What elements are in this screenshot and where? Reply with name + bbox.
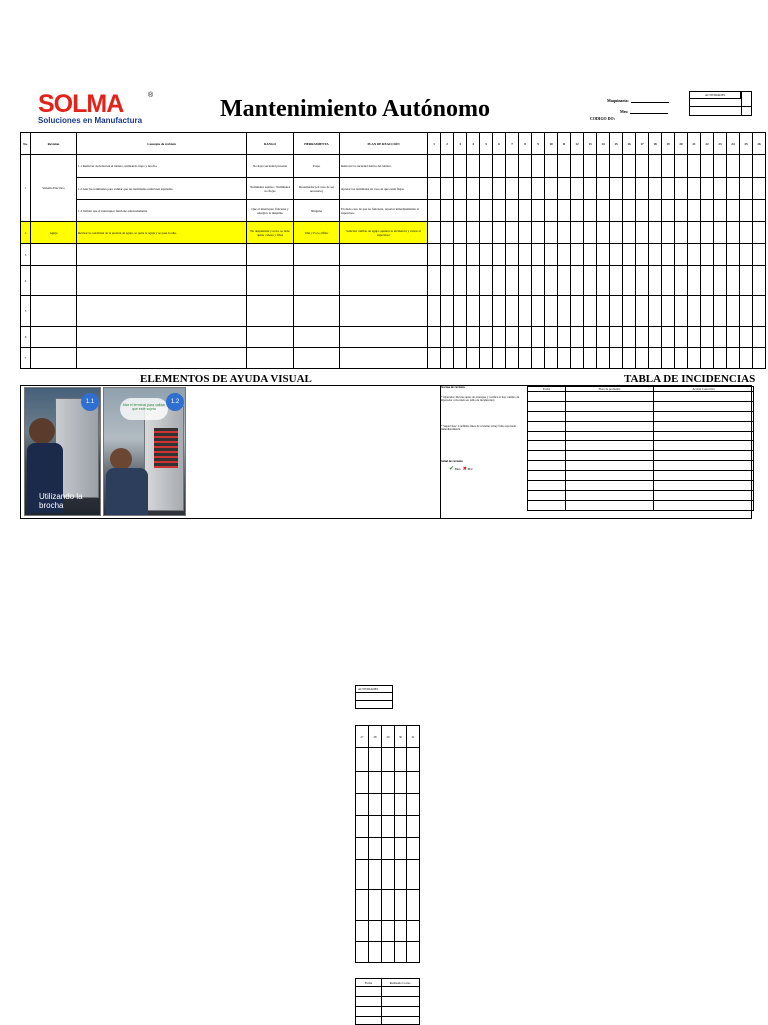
- check-cell[interactable]: [441, 200, 454, 222]
- check-cell[interactable]: [662, 200, 675, 222]
- incidents-title: TABLA DE INCIDENCIAS: [624, 373, 756, 385]
- check-cell[interactable]: [407, 772, 420, 794]
- day-header: 18: [649, 133, 662, 155]
- check-cell[interactable]: [701, 222, 714, 244]
- incid-row[interactable]: [528, 451, 754, 461]
- check-cell[interactable]: [714, 200, 727, 222]
- check-cell[interactable]: [467, 200, 480, 222]
- day-header: 2: [441, 133, 454, 155]
- check-cell[interactable]: [356, 748, 369, 772]
- note-operator: * Operador: Revisa antes de arranque y verifica si hay cambio de Operador colocando en tabla de incidencias): [441, 394, 520, 403]
- check-cell[interactable]: [506, 200, 519, 222]
- day-header: 11: [558, 133, 571, 155]
- checklist-table: [20, 132, 766, 369]
- check-cell[interactable]: [395, 794, 407, 816]
- maquinaria-label: Maquinaria:: [607, 98, 629, 103]
- col-header-herramienta: HERRAMIENTA: [294, 133, 340, 155]
- ok-label: Bien: [454, 466, 461, 471]
- incid-row[interactable]: [528, 411, 754, 421]
- check-cell[interactable]: [675, 155, 688, 178]
- day-header: 16: [623, 133, 636, 155]
- row-herramienta: Uña y Foco alfiler: [294, 222, 340, 244]
- check-cell[interactable]: [506, 178, 519, 200]
- check-cell[interactable]: [428, 200, 441, 222]
- check-icon: ✔: [449, 465, 455, 472]
- overflow-box-label: ACTIVIDADES: [356, 686, 392, 693]
- overflow-row[interactable]: [356, 1017, 420, 1025]
- check-cell[interactable]: [688, 200, 701, 222]
- signal-title: Señal de revisión: [441, 458, 463, 463]
- check-cell[interactable]: [441, 155, 454, 178]
- check-cell[interactable]: [558, 155, 571, 178]
- check-cell[interactable]: [584, 155, 597, 178]
- check-cell[interactable]: [506, 222, 519, 244]
- check-cell[interactable]: [675, 200, 688, 222]
- day-header: 7: [506, 133, 519, 155]
- check-cell[interactable]: [688, 178, 701, 200]
- col-header-revision: Revisión: [31, 133, 77, 155]
- incid-col-fecha: Fecha: [528, 387, 566, 392]
- day-header: 5: [480, 133, 493, 155]
- check-cell[interactable]: [369, 838, 382, 860]
- check-cell[interactable]: [356, 772, 369, 794]
- check-cell[interactable]: [454, 200, 467, 222]
- check-cell[interactable]: [382, 794, 395, 816]
- incid-row[interactable]: [528, 500, 754, 510]
- photo-caption-1: Utilizando la brocha: [39, 492, 83, 510]
- day-header: 20: [675, 133, 688, 155]
- page-title: Mantenimiento Autónomo: [220, 96, 490, 122]
- table-row: [21, 200, 766, 222]
- check-cell[interactable]: [356, 794, 369, 816]
- check-cell[interactable]: [610, 222, 623, 244]
- incid-row[interactable]: [528, 481, 754, 491]
- check-cell[interactable]: [407, 838, 420, 860]
- check-cell[interactable]: [493, 222, 506, 244]
- check-cell[interactable]: [662, 222, 675, 244]
- check-cell[interactable]: [727, 178, 740, 200]
- check-cell[interactable]: [662, 155, 675, 178]
- incid-row[interactable]: [528, 392, 754, 402]
- check-cell[interactable]: [467, 178, 480, 200]
- day-header: 6: [493, 133, 506, 155]
- day-header: 23: [714, 133, 727, 155]
- check-cell[interactable]: [610, 178, 623, 200]
- check-cell[interactable]: [558, 200, 571, 222]
- check-cell[interactable]: [558, 222, 571, 244]
- check-cell[interactable]: [584, 222, 597, 244]
- company-logo: [38, 92, 158, 128]
- table-row-empty: [21, 348, 766, 369]
- check-cell[interactable]: [467, 155, 480, 178]
- check-cell[interactable]: [545, 155, 558, 178]
- row-rango: No despuntada y recta, se debe quitar cabeza y fibra: [247, 222, 294, 244]
- incid-row[interactable]: [528, 461, 754, 471]
- badge-1-2: 1.2: [166, 393, 184, 411]
- row-no: 2: [21, 222, 31, 244]
- table-row-empty: [21, 327, 766, 348]
- mes-field[interactable]: [620, 109, 668, 114]
- col-header-plan: PLAN DE REACCIÓN: [340, 133, 428, 155]
- row-rango: Que el interruptor funcione y energice la máquina: [247, 200, 294, 222]
- check-cell[interactable]: [714, 155, 727, 178]
- row-plan: En dado caso de que no funcione, reportar inmediatamente al supervisor.: [340, 200, 428, 222]
- day-header: 13: [584, 133, 597, 155]
- check-cell[interactable]: [382, 816, 395, 838]
- check-cell[interactable]: [740, 155, 753, 178]
- col-header-concepto: Concepto de revisión: [77, 133, 247, 155]
- check-cell[interactable]: [407, 794, 420, 816]
- table-row-empty: [21, 296, 766, 327]
- day-header: 24: [727, 133, 740, 155]
- check-cell[interactable]: [428, 178, 441, 200]
- check-cell[interactable]: [571, 200, 584, 222]
- check-cell[interactable]: [714, 178, 727, 200]
- check-cell[interactable]: [441, 222, 454, 244]
- day-header: 10: [545, 133, 558, 155]
- check-cell[interactable]: [532, 155, 545, 178]
- check-cell[interactable]: [480, 155, 493, 178]
- check-cell[interactable]: [454, 178, 467, 200]
- incid-row[interactable]: [528, 421, 754, 431]
- check-cell[interactable]: [369, 748, 382, 772]
- check-cell[interactable]: [480, 200, 493, 222]
- check-cell[interactable]: [623, 155, 636, 178]
- check-cell[interactable]: [584, 200, 597, 222]
- check-cell[interactable]: [395, 816, 407, 838]
- check-cell[interactable]: [382, 748, 395, 772]
- check-cell[interactable]: [454, 222, 467, 244]
- check-cell[interactable]: [519, 178, 532, 200]
- day-header: 31: [407, 726, 420, 748]
- day-header: 22: [701, 133, 714, 155]
- maquinaria-field[interactable]: [607, 98, 669, 103]
- check-cell[interactable]: [519, 155, 532, 178]
- row-rango: No haya suciedad presente: [247, 155, 294, 178]
- check-cell[interactable]: [480, 222, 493, 244]
- check-cell[interactable]: [714, 222, 727, 244]
- check-cell[interactable]: [480, 178, 493, 200]
- check-cell[interactable]: [545, 200, 558, 222]
- check-cell[interactable]: [753, 178, 766, 200]
- check-cell[interactable]: [571, 155, 584, 178]
- check-cell[interactable]: [428, 155, 441, 178]
- col-header-rango: RANGO: [247, 133, 294, 155]
- check-cell[interactable]: [369, 816, 382, 838]
- check-cell[interactable]: [584, 178, 597, 200]
- photo-technician-brush: [24, 387, 101, 516]
- check-cell[interactable]: [636, 222, 649, 244]
- overflow-row[interactable]: [356, 987, 420, 997]
- table-row-empty: [21, 244, 766, 266]
- day-header: 15: [610, 133, 623, 155]
- check-cell[interactable]: [597, 178, 610, 200]
- day-header: 9: [532, 133, 545, 155]
- check-cell[interactable]: [369, 794, 382, 816]
- check-cell[interactable]: [428, 222, 441, 244]
- check-cell[interactable]: [701, 155, 714, 178]
- check-cell[interactable]: [407, 748, 420, 772]
- day-header: 12: [571, 133, 584, 155]
- visual-aids-title: ELEMENTOS DE AYUDA VISUAL: [140, 373, 312, 385]
- day-header: 17: [636, 133, 649, 155]
- col-header-no: No.: [21, 133, 31, 155]
- row-no: 3: [21, 244, 31, 266]
- check-cell[interactable]: [356, 816, 369, 838]
- incid-row[interactable]: [528, 490, 754, 500]
- check-cell[interactable]: [701, 178, 714, 200]
- badge-1-1: 1.1: [81, 393, 99, 411]
- table-row-empty: [21, 266, 766, 296]
- signal-legend: [449, 465, 526, 472]
- overflow-activities-box: [355, 685, 393, 709]
- check-cell[interactable]: [701, 200, 714, 222]
- note-supervisor: * Supervisor: Confirma línea de revisión si hay falla reportada inmediatamente: [441, 423, 516, 432]
- row-herramienta: Desarmador (en caso de ser necesario): [294, 178, 340, 200]
- check-cell[interactable]: [382, 838, 395, 860]
- check-cell[interactable]: [610, 200, 623, 222]
- overflow-incidents-table: [355, 978, 420, 1025]
- review-notes: [441, 386, 526, 471]
- row-no: 4: [21, 266, 31, 296]
- row-revision: Sistema Eléctrico: [31, 155, 77, 222]
- logo-subtitle: Soluciones en Manufactura: [38, 116, 143, 125]
- check-cell[interactable]: [662, 178, 675, 200]
- overflow-row[interactable]: [356, 1007, 420, 1017]
- check-cell[interactable]: [597, 222, 610, 244]
- check-cell[interactable]: [753, 155, 766, 178]
- check-cell[interactable]: [753, 200, 766, 222]
- day-header: 3: [454, 133, 467, 155]
- check-cell[interactable]: [519, 200, 532, 222]
- row-herramienta: Ninguna: [294, 200, 340, 222]
- day-header: 19: [662, 133, 675, 155]
- check-cell[interactable]: [382, 772, 395, 794]
- check-cell[interactable]: [636, 200, 649, 222]
- row-no: 7: [21, 348, 31, 369]
- day-header: 14: [597, 133, 610, 155]
- codigo-label: CODIGO DO:: [590, 116, 615, 121]
- check-cell[interactable]: [395, 772, 407, 794]
- mes-label: Mes:: [620, 109, 629, 114]
- check-cell[interactable]: [740, 222, 753, 244]
- table-row-highlighted: [21, 222, 766, 244]
- check-cell[interactable]: [532, 178, 545, 200]
- day-header: 26: [753, 133, 766, 155]
- check-cell[interactable]: [636, 155, 649, 178]
- check-cell[interactable]: [636, 178, 649, 200]
- incid-row[interactable]: [528, 441, 754, 451]
- check-cell[interactable]: [467, 222, 480, 244]
- incid-col-accion: Acción Correctiva: [654, 387, 754, 392]
- day-header: 28: [369, 726, 382, 748]
- check-cell[interactable]: [532, 200, 545, 222]
- incid-row[interactable]: [528, 471, 754, 481]
- check-cell[interactable]: [675, 222, 688, 244]
- row-concepto: 1.3 Validar que el interruptor funcione adecuadamente: [77, 200, 247, 222]
- row-herramienta: Trapo: [294, 155, 340, 178]
- check-cell[interactable]: [623, 200, 636, 222]
- row-concepto: 1.1 Remover suciedad en el tablero, utilizando trapo y brocha.: [77, 155, 247, 178]
- check-cell[interactable]: [688, 222, 701, 244]
- notes-title: Norma de revisión: [441, 385, 465, 389]
- check-cell[interactable]: [649, 222, 662, 244]
- header-row: [21, 133, 766, 155]
- check-cell[interactable]: [493, 178, 506, 200]
- check-cell[interactable]: [545, 222, 558, 244]
- day-header: 27: [356, 726, 369, 748]
- check-cell[interactable]: [395, 838, 407, 860]
- check-cell[interactable]: [395, 748, 407, 772]
- table-row: [21, 155, 766, 178]
- row-rango: Terminales sujetas / Terminales no flojas: [247, 178, 294, 200]
- check-cell[interactable]: [369, 772, 382, 794]
- incid-row[interactable]: [528, 401, 754, 411]
- activities-box-label: ACTIVIDADES: [690, 92, 741, 99]
- check-cell[interactable]: [506, 155, 519, 178]
- check-cell[interactable]: [623, 222, 636, 244]
- table-row: [21, 178, 766, 200]
- day-header: 4: [467, 133, 480, 155]
- check-cell[interactable]: [740, 200, 753, 222]
- check-cell[interactable]: [571, 178, 584, 200]
- day-header: 1: [428, 133, 441, 155]
- check-cell[interactable]: [519, 222, 532, 244]
- row-no: 6: [21, 327, 31, 348]
- check-cell[interactable]: [649, 155, 662, 178]
- check-cell[interactable]: [597, 155, 610, 178]
- check-cell[interactable]: [727, 222, 740, 244]
- day-header: 30: [395, 726, 407, 748]
- check-cell[interactable]: [649, 200, 662, 222]
- check-cell[interactable]: [727, 200, 740, 222]
- check-cell[interactable]: [610, 155, 623, 178]
- check-cell[interactable]: [407, 816, 420, 838]
- check-cell[interactable]: [740, 178, 753, 200]
- check-cell[interactable]: [753, 222, 766, 244]
- day-header: 21: [688, 133, 701, 155]
- check-cell[interactable]: [688, 155, 701, 178]
- incidents-table: [527, 386, 754, 511]
- cross-icon: ✖: [462, 466, 467, 472]
- check-cell[interactable]: [649, 178, 662, 200]
- check-cell[interactable]: [356, 838, 369, 860]
- row-concepto: 1.2 Atar las terminales para validar que las terminales estén bien sujetadas.: [77, 178, 247, 200]
- check-cell[interactable]: [441, 178, 454, 200]
- check-cell[interactable]: [532, 222, 545, 244]
- day-header: 29: [382, 726, 395, 748]
- row-plan: Apretar las terminales en caso de que estén flojas: [340, 178, 428, 200]
- day-header: 8: [519, 133, 532, 155]
- photo-technician-terminals: [103, 387, 186, 516]
- logo-wordmark: SOLMA: [38, 90, 124, 118]
- check-cell[interactable]: [493, 155, 506, 178]
- check-cell[interactable]: [493, 200, 506, 222]
- incid-col-problema: Hora de problema: [566, 387, 654, 392]
- row-concepto: Revisar la condición de la presión de aguja, se quite la aguja y se pase la uña.: [77, 222, 247, 244]
- check-cell[interactable]: [571, 222, 584, 244]
- bad-label: Mal: [467, 466, 473, 471]
- check-cell[interactable]: [558, 178, 571, 200]
- activities-box: [689, 91, 752, 116]
- overflow-row[interactable]: [356, 997, 420, 1007]
- row-plan: Solicitar cambio de aguja, apuntar la incidencia y avisar al supervisor: [340, 222, 428, 244]
- overflow-days-table: [355, 725, 420, 963]
- photo-speech-bubble: Atar el terminal para validar que esté sujeta: [120, 398, 168, 420]
- check-cell[interactable]: [597, 200, 610, 222]
- check-cell[interactable]: [454, 155, 467, 178]
- check-cell[interactable]: [545, 178, 558, 200]
- row-no: 1: [21, 155, 31, 222]
- check-cell[interactable]: [727, 155, 740, 178]
- overflow-col-fecha: Fecha: [356, 979, 382, 987]
- row-revision: Aguja: [31, 222, 77, 244]
- check-cell[interactable]: [675, 178, 688, 200]
- incid-row[interactable]: [528, 431, 754, 441]
- overflow-col-realizado: Realizado Correc.: [382, 979, 420, 987]
- check-cell[interactable]: [623, 178, 636, 200]
- logo-registered-mark: ®: [148, 92, 154, 99]
- row-plan: Remover la suciedad dentro del tablero.: [340, 155, 428, 178]
- row-no: 5: [21, 296, 31, 327]
- day-header: 25: [740, 133, 753, 155]
